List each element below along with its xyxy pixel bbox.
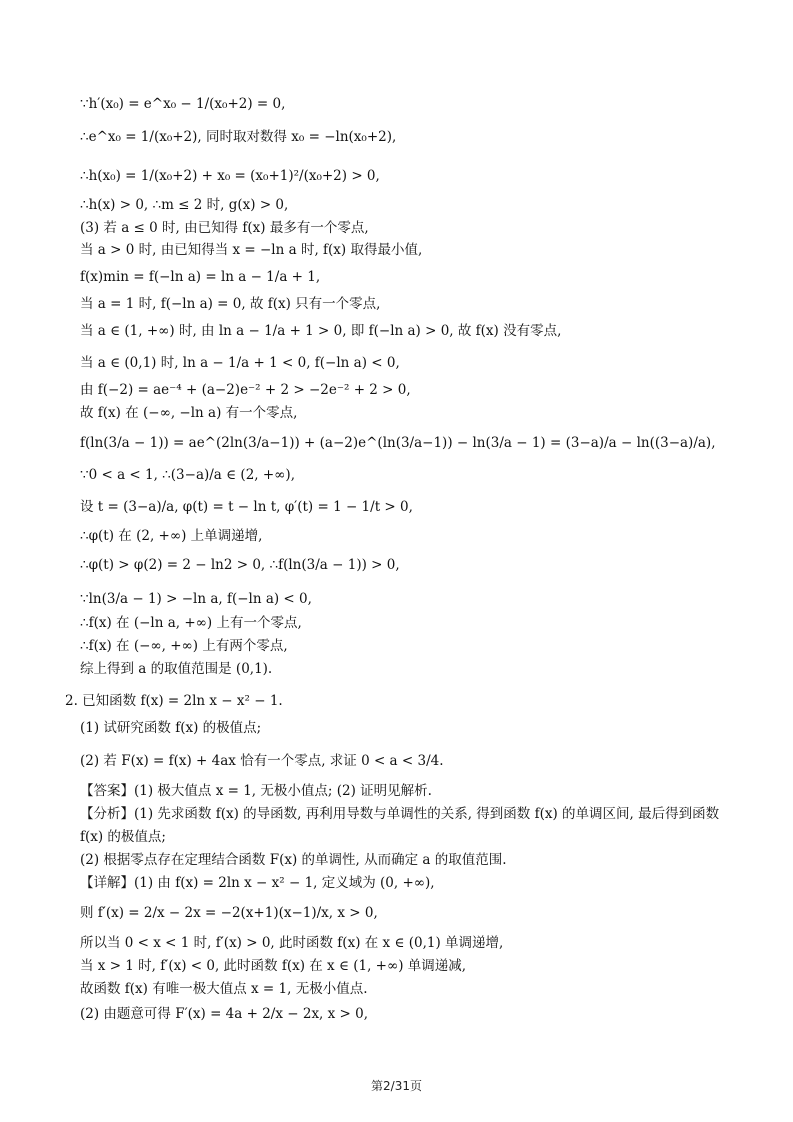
text-line: (2) 若 F(x) = f(x) + 4ax 恰有一个零点, 求证 0 < a < 3/4.	[80, 753, 444, 769]
text-line: 设 t = (3−a)/a, φ(t) = t − ln t, φ′(t) = 1 − 1/t > 0,	[80, 499, 413, 515]
text-line: 当 a ∈ (0,1) 时, ln a − 1/a + 1 < 0, f(−ln a) < 0,	[80, 355, 400, 371]
analysis-line: 【分析】(1) 先求函数 f(x) 的导函数, 再利用导数与单调性的关系, 得到函数 f(x) 的单调区间, 最后得到函数	[80, 806, 720, 822]
text-line: f(x)min = f(−ln a) = ln a − 1/a + 1,	[80, 269, 321, 285]
text-line: ∵ln(3/a − 1) > −ln a, f(−ln a) < 0,	[80, 591, 312, 607]
text-line: ∴f(x) 在 (−∞, +∞) 上有两个零点,	[80, 638, 288, 654]
text-line: (1) 试研究函数 f(x) 的极值点;	[80, 720, 262, 736]
text-line: 由 f(−2) = ae⁻⁴ + (a−2)e⁻² + 2 > −2e⁻² + 2 > 0,	[80, 382, 411, 398]
text-line: ∴e^x₀ = 1/(x₀+2), 同时取对数得 x₀ = −ln(x₀+2),	[80, 129, 397, 145]
text-line: 当 x > 1 时, f′(x) < 0, 此时函数 f(x) 在 x ∈ (1, +∞) 单调递减,	[80, 958, 467, 974]
text-line: ∴φ(t) > φ(2) = 2 − ln2 > 0, ∴f(ln(3/a − 1)) > 0,	[80, 557, 400, 573]
detail-line: 【详解】(1) 由 f(x) = 2ln x − x² − 1, 定义域为 (0, +∞),	[80, 875, 435, 891]
text-line: (2) 由题意可得 F′(x) = 4a + 2/x − 2x, x > 0,	[80, 1006, 369, 1022]
text-line: 当 a ∈ (1, +∞) 时, 由 ln a − 1/a + 1 > 0, 即 f(−ln a) > 0, 故 f(x) 没有零点,	[80, 323, 562, 339]
text-line: ∵0 < a < 1, ∴(3−a)/a ∈ (2, +∞),	[80, 467, 295, 483]
text-line: (2) 根据零点存在定理结合函数 F(x) 的单调性, 从而确定 a 的取值范围.	[80, 852, 507, 868]
text-line: 所以当 0 < x < 1 时, f′(x) > 0, 此时函数 f(x) 在 x ∈ (0,1) 单调递增,	[80, 935, 504, 951]
text-line: f(ln(3/a − 1)) = ae^(2ln(3/a−1)) + (a−2)e^(ln(3/a−1)) − ln(3/a − 1) = (3−a)/a − ln((3−a)/a),	[80, 435, 716, 451]
text-line: 故 f(x) 在 (−∞, −ln a) 有一个零点,	[80, 405, 298, 421]
question-title: 2. 已知函数 f(x) = 2ln x − x² − 1.	[65, 693, 283, 709]
text-line: ∴f(x) 在 (−ln a, +∞) 上有一个零点,	[80, 615, 302, 631]
text-line: (3) 若 a ≤ 0 时, 由已知得 f(x) 最多有一个零点,	[80, 220, 369, 236]
text-line: 当 a > 0 时, 由已知得当 x = −ln a 时, f(x) 取得最小值,	[80, 242, 423, 258]
text-line: ∴φ(t) 在 (2, +∞) 上单调递增,	[80, 528, 263, 544]
text-line: 故函数 f(x) 有唯一极大值点 x = 1, 无极小值点.	[80, 981, 368, 997]
answer-line: 【答案】(1) 极大值点 x = 1, 无极小值点; (2) 证明见解析.	[80, 783, 432, 799]
text-line: ∴h(x) > 0, ∴m ≤ 2 时, g(x) > 0,	[80, 197, 289, 213]
text-line: f(x) 的极值点;	[80, 829, 166, 845]
text-line: 当 a = 1 时, f(−ln a) = 0, 故 f(x) 只有一个零点,	[80, 296, 381, 312]
text-line: ∵h′(x₀) = e^x₀ − 1/(x₀+2) = 0,	[80, 96, 286, 112]
text-line: ∴h(x₀) = 1/(x₀+2) + x₀ = (x₀+1)²/(x₀+2) > 0,	[80, 168, 380, 184]
text-line: 则 f′(x) = 2/x − 2x = −2(x+1)(x−1)/x, x > 0,	[80, 905, 378, 921]
text-line: 综上得到 a 的取值范围是 (0,1).	[80, 661, 273, 677]
page-number: 第2/31页	[371, 1079, 422, 1093]
